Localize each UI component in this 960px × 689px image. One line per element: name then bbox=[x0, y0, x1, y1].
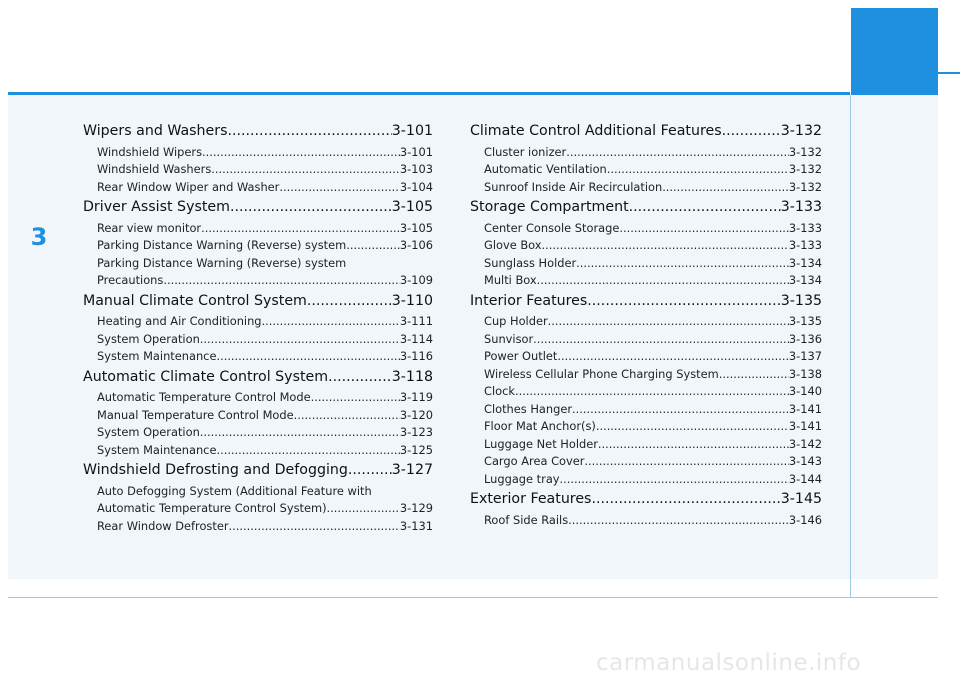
toc-entry-title: Sunglass Holder bbox=[484, 255, 577, 270]
toc-entry-title: System Operation bbox=[97, 331, 200, 346]
toc-dot-leader bbox=[163, 272, 400, 290]
toc-entry-title: Driver Assist System bbox=[83, 199, 230, 215]
toc-section-entry[interactable] bbox=[83, 120, 433, 144]
toc-page-number: 3-123 bbox=[399, 425, 433, 439]
toc-subentry[interactable] bbox=[470, 272, 822, 290]
toc-subentry[interactable] bbox=[83, 518, 433, 536]
toc-dot-leader bbox=[279, 179, 400, 197]
toc-entry-title: Luggage Net Holder bbox=[484, 436, 598, 451]
toc-entry-title: System Maintenance bbox=[97, 349, 217, 363]
chapter-tab-block bbox=[851, 8, 938, 108]
toc-subentry[interactable] bbox=[83, 237, 433, 255]
toc-subentry[interactable] bbox=[470, 255, 822, 273]
toc-page-number: 3-111 bbox=[399, 314, 433, 328]
toc-section-entry[interactable] bbox=[83, 196, 433, 220]
toc-dot-leader bbox=[229, 518, 400, 536]
toc-subentry[interactable] bbox=[470, 453, 822, 471]
toc-page-number: 3-131 bbox=[399, 518, 433, 533]
toc-page-number: 3-145 bbox=[780, 491, 822, 507]
toc-page-number: 3-105 bbox=[399, 220, 433, 235]
toc-page-number: 3-140 bbox=[788, 384, 822, 398]
toc-entry-title: Wipers and Washers bbox=[83, 123, 228, 139]
toc-dot-leader bbox=[566, 144, 789, 162]
toc-dot-leader bbox=[200, 424, 400, 442]
toc-section-entry[interactable] bbox=[470, 196, 822, 220]
toc-entry-title: Windshield Defrosting and Defogging bbox=[83, 462, 348, 478]
toc-dot-leader bbox=[533, 331, 789, 349]
toc-dot-leader bbox=[542, 237, 789, 255]
toc-dot-leader bbox=[629, 196, 781, 220]
toc-dot-leader bbox=[230, 196, 392, 220]
toc-page-number: 3-104 bbox=[399, 179, 433, 194]
toc-entry-title: Glove Box bbox=[484, 238, 542, 252]
toc-page-number: 3-118 bbox=[391, 368, 433, 385]
toc-subentry[interactable] bbox=[470, 383, 822, 401]
toc-subentry[interactable] bbox=[470, 401, 822, 419]
toc-page-number: 3-106 bbox=[399, 238, 433, 252]
toc-page-number: 3-133 bbox=[780, 199, 822, 215]
toc-page-number: 3-138 bbox=[788, 366, 822, 381]
toc-section-entry[interactable] bbox=[470, 290, 822, 314]
toc-subentry[interactable] bbox=[83, 313, 433, 331]
toc-entry-title: Rear view monitor bbox=[97, 220, 202, 235]
toc-entry-title: Automatic Temperature Control Mode bbox=[97, 390, 311, 404]
toc-dot-leader bbox=[515, 383, 789, 401]
toc-dot-leader bbox=[557, 348, 789, 366]
toc-dot-leader bbox=[200, 331, 400, 349]
toc-dot-leader bbox=[202, 144, 400, 162]
toc-subentry[interactable] bbox=[83, 220, 433, 238]
toc-dot-leader bbox=[201, 220, 400, 238]
toc-section-entry[interactable] bbox=[470, 120, 822, 144]
margin-divider bbox=[850, 95, 851, 598]
toc-entry-title: Precautions bbox=[97, 273, 164, 287]
header-rule-right bbox=[938, 72, 960, 74]
toc-subentry[interactable] bbox=[470, 313, 822, 331]
toc-entry-title: Parking Distance Warning (Reverse) system bbox=[97, 238, 347, 252]
toc-subentry[interactable] bbox=[470, 366, 822, 384]
toc-entry-title: Sunroof Inside Air Recirculation bbox=[484, 179, 663, 194]
toc-page-number: 3-132 bbox=[788, 162, 822, 176]
toc-dot-leader bbox=[311, 389, 400, 407]
toc-entry-title: Clothes Hanger bbox=[484, 401, 573, 416]
toc-dot-leader bbox=[348, 459, 392, 483]
toc-page-number: 3-116 bbox=[399, 349, 433, 363]
toc-page-number: 3-101 bbox=[391, 123, 433, 139]
toc-page-number: 3-133 bbox=[788, 238, 822, 252]
toc-page-number: 3-129 bbox=[399, 501, 433, 515]
toc-entry-title: Multi Box bbox=[484, 273, 537, 287]
toc-dot-leader bbox=[607, 161, 789, 179]
toc-dot-leader bbox=[327, 500, 400, 518]
toc-section-entry[interactable] bbox=[470, 488, 822, 512]
toc-dot-leader bbox=[548, 313, 789, 331]
toc-dot-leader bbox=[576, 255, 789, 273]
toc-dot-leader bbox=[346, 237, 400, 255]
toc-dot-leader bbox=[262, 313, 400, 331]
toc-subentry[interactable] bbox=[83, 272, 433, 290]
toc-entry-title: Floor Mat Anchor(s) bbox=[484, 419, 596, 433]
toc-subentry[interactable] bbox=[470, 237, 822, 255]
toc-continuation-line: Parking Distance Warning (Reverse) system bbox=[97, 255, 347, 270]
toc-page-number: 3-132 bbox=[788, 144, 822, 159]
toc-entry-title: Climate Control Additional Features bbox=[470, 123, 722, 139]
toc-subentry[interactable] bbox=[470, 220, 822, 238]
toc-entry-title: Windshield Wipers bbox=[97, 144, 203, 159]
toc-section-entry[interactable] bbox=[83, 290, 433, 314]
toc-subentry[interactable] bbox=[470, 331, 822, 349]
toc-subentry[interactable] bbox=[470, 144, 822, 162]
toc-subentry[interactable] bbox=[83, 161, 433, 179]
toc-entry-title: Automatic Ventilation bbox=[484, 162, 607, 176]
toc-subentry[interactable] bbox=[470, 348, 822, 366]
footer-rule bbox=[8, 597, 938, 598]
toc-left-column bbox=[83, 120, 433, 535]
toc-entry-title: Rear Window Defroster bbox=[97, 518, 229, 533]
watermark: carmanualsonline.info bbox=[596, 650, 862, 676]
toc-page-number: 3-114 bbox=[399, 331, 433, 346]
toc-dot-leader bbox=[328, 366, 392, 390]
toc-dot-leader bbox=[591, 488, 780, 512]
toc-dot-leader bbox=[572, 401, 789, 419]
toc-page-number: 3-125 bbox=[399, 442, 433, 457]
toc-dot-leader bbox=[584, 453, 788, 471]
toc-dot-leader bbox=[722, 120, 781, 144]
toc-page-number: 3-120 bbox=[399, 407, 433, 422]
toc-dot-leader bbox=[227, 120, 391, 144]
toc-dot-leader bbox=[662, 179, 789, 197]
toc-entry-title: Manual Temperature Control Mode bbox=[97, 407, 294, 422]
toc-dot-leader bbox=[216, 442, 399, 460]
toc-entry-title: Automatic Temperature Control System) bbox=[97, 501, 327, 515]
toc-entry-title: Roof Side Rails bbox=[484, 512, 569, 527]
toc-entry-title: Heating and Air Conditioning bbox=[97, 314, 262, 328]
toc-page-number: 3-135 bbox=[780, 292, 822, 309]
toc-entry-title: Power Outlet bbox=[484, 349, 558, 363]
toc-subentry[interactable] bbox=[83, 179, 433, 197]
toc-entry-title: Storage Compartment bbox=[470, 199, 629, 215]
toc-right-column bbox=[470, 120, 822, 529]
toc-page-number: 3-142 bbox=[788, 436, 822, 451]
toc-dot-leader bbox=[719, 366, 789, 384]
toc-page-number: 3-134 bbox=[788, 273, 822, 287]
toc-page-number: 3-101 bbox=[399, 144, 433, 159]
toc-dot-leader bbox=[307, 290, 392, 314]
toc-dot-leader bbox=[560, 471, 789, 489]
toc-page-number: 3-141 bbox=[788, 419, 822, 433]
toc-subentry[interactable] bbox=[83, 442, 433, 460]
toc-page-number: 3-132 bbox=[788, 179, 822, 194]
toc-entry-title: Cargo Area Cover bbox=[484, 454, 585, 468]
toc-subentry[interactable] bbox=[470, 512, 822, 530]
toc-entry-title: Sunvisor bbox=[484, 331, 534, 346]
toc-subentry[interactable] bbox=[83, 424, 433, 442]
toc-page-number: 3-141 bbox=[788, 401, 822, 416]
toc-dot-leader bbox=[619, 220, 789, 238]
toc-dot-leader bbox=[598, 436, 789, 454]
toc-entry-title: System Maintenance bbox=[97, 442, 217, 457]
toc-subentry[interactable] bbox=[83, 407, 433, 425]
toc-page-number: 3-136 bbox=[788, 331, 822, 346]
toc-section-entry[interactable] bbox=[83, 366, 433, 390]
toc-page-number: 3-144 bbox=[788, 471, 822, 486]
toc-page-number: 3-143 bbox=[788, 454, 822, 468]
toc-entry-title: Exterior Features bbox=[470, 491, 592, 507]
toc-dot-leader bbox=[216, 348, 399, 366]
toc-entry-title: Interior Features bbox=[470, 292, 588, 309]
toc-dot-leader bbox=[568, 512, 789, 530]
toc-subentry[interactable] bbox=[83, 144, 433, 162]
toc-entry-title: System Operation bbox=[97, 425, 200, 439]
toc-page-number: 3-119 bbox=[399, 390, 433, 404]
toc-page-number: 3-132 bbox=[780, 123, 822, 139]
toc-entry-title: Manual Climate Control System bbox=[83, 292, 307, 309]
toc-dot-leader bbox=[537, 272, 789, 290]
toc-subentry[interactable] bbox=[470, 161, 822, 179]
toc-entry-title: Rear Window Wiper and Washer bbox=[97, 179, 280, 194]
toc-page-number: 3-105 bbox=[391, 199, 433, 215]
toc-subentry[interactable] bbox=[83, 500, 433, 518]
toc-subentry[interactable] bbox=[83, 331, 433, 349]
toc-dot-leader bbox=[211, 161, 400, 179]
toc-page-number: 3-133 bbox=[788, 220, 822, 235]
toc-subentry[interactable] bbox=[83, 348, 433, 366]
toc-continuation-line: Auto Defogging System (Additional Feature with bbox=[97, 483, 372, 498]
toc-entry-title: Automatic Climate Control System bbox=[83, 368, 329, 385]
chapter-number: 3 bbox=[30, 223, 48, 251]
toc-subentry[interactable] bbox=[470, 418, 822, 436]
toc-dot-leader bbox=[596, 418, 789, 436]
toc-page-number: 3-137 bbox=[788, 349, 822, 363]
toc-entry-title: Luggage tray bbox=[484, 471, 560, 486]
toc-page-number: 3-127 bbox=[391, 462, 433, 478]
toc-page-number: 3-103 bbox=[399, 162, 433, 176]
toc-page-number: 3-135 bbox=[788, 314, 822, 328]
toc-section-entry[interactable] bbox=[83, 459, 433, 483]
toc-subentry[interactable] bbox=[470, 471, 822, 489]
toc-subentry[interactable] bbox=[470, 436, 822, 454]
toc-subentry[interactable] bbox=[470, 179, 822, 197]
toc-page-number: 3-109 bbox=[399, 273, 433, 287]
toc-page-number: 3-146 bbox=[788, 512, 822, 527]
toc-entry-title: Wireless Cellular Phone Charging System bbox=[484, 366, 719, 381]
toc-page-number: 3-134 bbox=[788, 255, 822, 270]
toc-entry-title: Cup Holder bbox=[484, 314, 548, 328]
toc-entry-title: Windshield Washers bbox=[97, 162, 212, 176]
toc-dot-leader bbox=[587, 290, 780, 314]
toc-subentry[interactable] bbox=[83, 389, 433, 407]
toc-entry-title: Clock bbox=[484, 384, 515, 398]
toc-dot-leader bbox=[294, 407, 400, 425]
toc-entry-title: Center Console Storage bbox=[484, 220, 620, 235]
toc-page-number: 3-110 bbox=[391, 292, 433, 309]
toc-entry-title: Cluster ionizer bbox=[484, 144, 567, 159]
